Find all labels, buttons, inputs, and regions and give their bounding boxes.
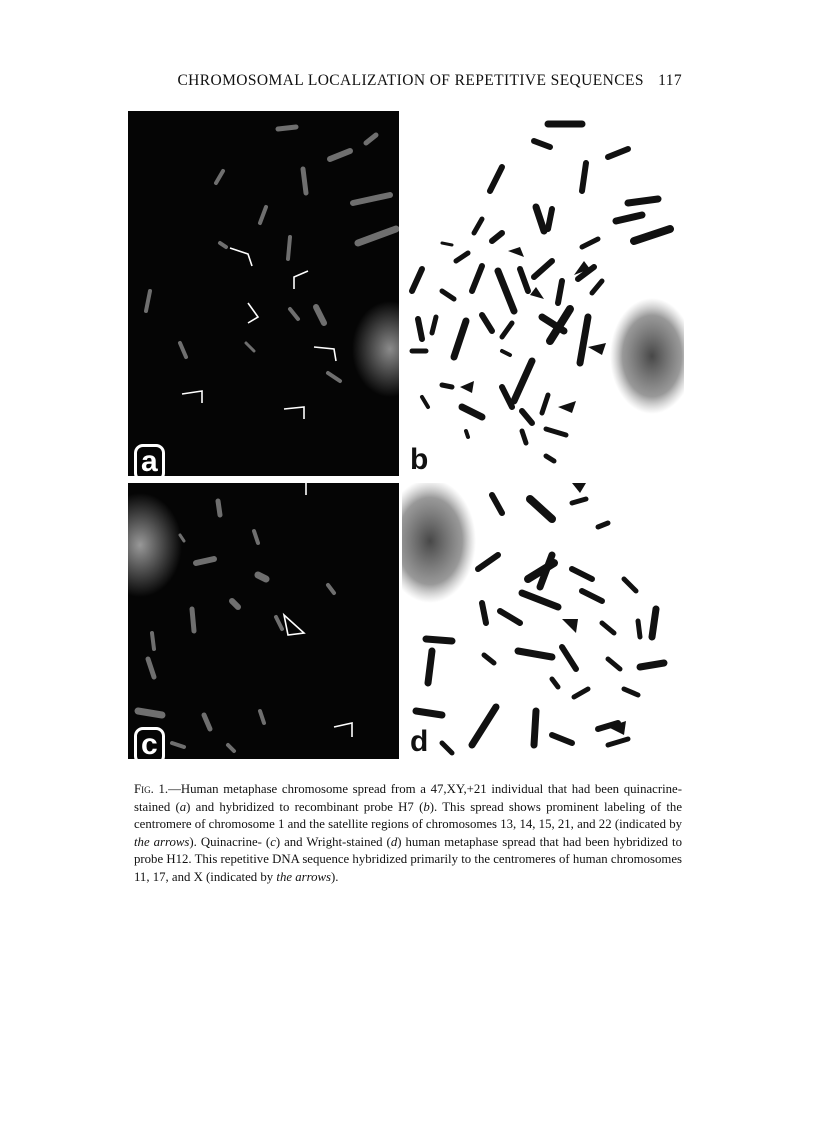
panel-d-image — [402, 483, 684, 759]
caption-text: ) and Wright-stained ( — [275, 834, 391, 849]
caption-text: ) human metaphase spread that had been hybridized to probe H12. This repetitive DNA sequence hybridized primarily to the centromeres of human chromosomes 11, 17, and X (indicated by — [134, 834, 682, 884]
caption-text: ). — [331, 869, 339, 884]
caption-text: —Human metaphase chromosome spread from a 47,XY,+21 individual that had been quinacrine-stained ( — [134, 782, 682, 814]
panel-a-image — [128, 111, 399, 476]
figure-panel-a — [128, 111, 399, 476]
panel-b-image — [402, 111, 684, 476]
figure-panel-b — [402, 111, 684, 476]
running-title: CHROMOSOMAL LOCALIZATION OF REPETITIVE SEQUENCES — [177, 72, 644, 89]
panel-label-a: a — [134, 444, 165, 476]
caption-text: ). This spread shows prominent labeling of the centromere of chromosome 1 and the satellite regions of chromosomes 13, 14, 15, 21, and 22 (indicated by — [134, 799, 682, 831]
caption-italic: c — [270, 834, 276, 849]
figure-panel-d — [402, 483, 684, 759]
caption-italic: the arrows — [134, 834, 190, 849]
figure-panel-c — [128, 483, 399, 759]
panel-label-b: b — [410, 443, 429, 476]
panel-label-c: c — [134, 727, 165, 759]
caption-label: Fig. 1. — [134, 782, 169, 796]
panel-c-image — [128, 483, 399, 759]
caption-italic: b — [423, 799, 430, 814]
caption-text: ) and hybridized to recombinant probe H7 ( — [186, 799, 424, 814]
running-header — [130, 72, 682, 90]
caption-italic: the arrows — [276, 869, 332, 884]
panel-label-d: d — [410, 725, 429, 758]
caption-italic: d — [390, 834, 398, 849]
figure-caption — [134, 781, 682, 886]
page-number: 117 — [658, 72, 682, 89]
caption-italic: a — [179, 799, 187, 814]
caption-text: ). Quinacrine- ( — [189, 834, 271, 849]
